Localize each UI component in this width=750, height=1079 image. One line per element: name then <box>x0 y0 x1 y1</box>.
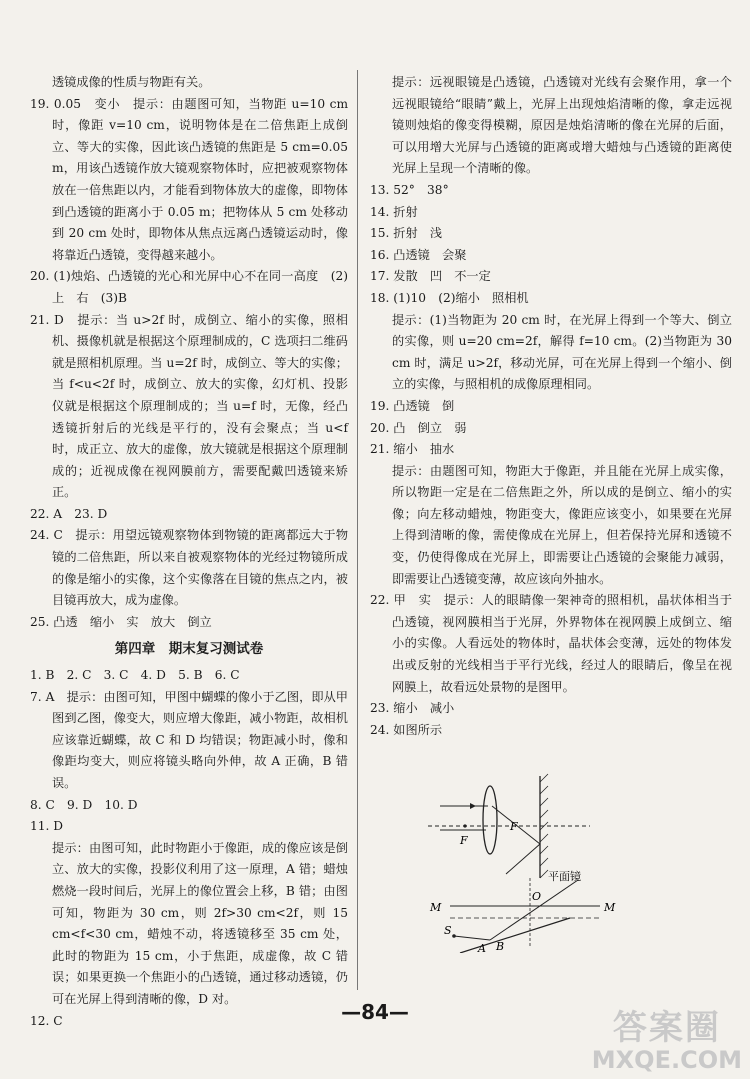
chapter-heading: 第四章 期末复习测试卷 <box>114 641 264 658</box>
answer-item <box>370 310 732 396</box>
answer-item <box>370 418 732 440</box>
watermark-logo-text: 答案圈 <box>612 1008 721 1048</box>
answer-item <box>370 202 732 224</box>
question-number: 25. <box>30 614 50 629</box>
answer-text: 发散 凹 不一定 <box>393 269 491 284</box>
optics-diagram <box>420 768 620 961</box>
question-number: 23. <box>370 701 390 716</box>
answer-text: C <box>53 1013 63 1028</box>
question-number: 20. <box>370 420 390 435</box>
answer-text: 折射 浅 <box>393 226 443 241</box>
question-number: 16. <box>370 247 390 262</box>
optics-diagram-svg <box>420 768 620 953</box>
answer-item <box>30 504 348 526</box>
answer-item <box>370 396 732 418</box>
answer-text: (1)10 (2)缩小 照相机 <box>393 290 529 305</box>
answer-text: C 提示：用望远镜观察物体到物镜的距离都远大于物镜的二倍焦距，所以来自被观察物体的光经过物镜所成的像是缩小的实像，这个实像落在目镜的焦点之内，被目镜再放大，成为虚像。 <box>52 528 349 608</box>
answer-item <box>30 72 348 94</box>
answer-text: 透镜成像的性质与物距有关。 <box>52 75 211 89</box>
answer-text: 凸 倒立 弱 <box>393 420 467 435</box>
reflected-ray <box>506 844 540 874</box>
answer-text: 提示：远视眼镜是凸透镜，凸透镜对光线有会聚作用，拿一个远视眼镜给“眼睛”戴上，光屏上出现烛焰清晰的像，拿走远视镜则烛焰的像变得模糊，原因是烛焰清晰的像在光屏的后面，可以用增大光屏与凸透镜的距离或增大蜡烛与凸透镜的距离使光屏上呈现一个清晰的像。 <box>392 75 732 176</box>
arrowhead <box>470 803 476 809</box>
answer-text: 凸透镜 倒 <box>393 398 455 413</box>
point-S <box>452 934 456 938</box>
answer-item <box>30 838 348 1011</box>
convex-lens <box>483 786 497 854</box>
answer-item <box>30 612 348 634</box>
answer-text: 0.05 变小 提示：由题图可知，当物距 u=10 cm 时，像距 v=10 cm，说明物体是在二倍焦距上成倒立、等大的实像，因此该凸透镜的焦距是 5 cm=0.05 m，用该凸透镜作放大镜观察物体时，应把被观察物体放在一倍焦距以内，才能看到物体放大的虚像，即物体到凸透镜的距离小于 0.05 m；把物体从 5 cm 处移动到 20 cm 处时，即物体从焦点远离凸透镜运动时，像将靠近凸透镜，变得越来越小。 <box>52 96 349 262</box>
column-divider <box>357 70 358 990</box>
page-number: —84— <box>341 1000 409 1024</box>
answer-item <box>370 266 732 288</box>
answer-item <box>370 223 732 245</box>
question-number: 21. <box>370 442 390 457</box>
question-number: 17. <box>370 269 390 284</box>
answer-text: 8. C 9. D 10. D <box>30 797 138 812</box>
label-A: A <box>478 942 486 953</box>
answer-text: 缩小 抽水 <box>393 442 455 457</box>
answer-item <box>370 720 732 742</box>
answer-item <box>370 288 732 310</box>
answer-text: 折射 <box>393 204 418 219</box>
question-number: 21. <box>30 312 50 327</box>
answer-text: A 提示：由图可知，甲图中蝴蝶的像小于乙图，即从甲图到乙图，像变大，则应增大像距，减小物距，故相机应该靠近蝴蝶，故 C 和 D 均错误；物距减小时，像和像距均变大，则应将镜头略向外伸，故 A 正确，B 错误。 <box>45 689 348 790</box>
answer-text: (1)烛焰、凸透镜的光心和光屏中心不在同一高度 (2)上 右 (3)B <box>52 269 348 305</box>
watermark <box>592 1009 742 1073</box>
answer-item <box>370 72 732 180</box>
question-number: 12. <box>30 1013 50 1028</box>
mirror-label: 平面镜 <box>548 870 581 883</box>
answer-item <box>30 665 348 687</box>
question-number: 18. <box>370 290 390 305</box>
question-number: 7. <box>30 689 42 704</box>
right-column <box>370 72 732 741</box>
question-number: 19. <box>30 96 50 111</box>
answer-item <box>370 439 732 461</box>
label-B: B <box>496 940 505 953</box>
label-F-left: F <box>460 834 468 847</box>
question-number: 14. <box>370 204 390 219</box>
answer-item <box>30 687 348 795</box>
answer-item <box>370 698 732 720</box>
question-number: 19. <box>370 398 390 413</box>
answer-text: A 23. D <box>53 506 108 521</box>
answer-text: 凸透镜 会聚 <box>393 247 467 262</box>
light-ray-2 <box>454 936 490 940</box>
answer-item <box>30 310 348 504</box>
label-M-left: M <box>430 901 442 914</box>
question-number: 13. <box>370 182 390 197</box>
question-number: 22. <box>370 593 390 608</box>
question-number: 15. <box>370 226 390 241</box>
answer-text: 提示：(1)当物距为 20 cm 时，在光屏上得到一个等大、倒立的实像，则 u=20 cm=2f，解得 f=10 cm。(2)当物距为 30 cm 时，满足 u>2f，移动光屏，可在光屏上得到一个缩小、倒立的实像，与照相机的成像原理相同。 <box>392 312 732 392</box>
answer-text: 甲 实 提示：人的眼睛像一架神奇的照相机，晶状体相当于凸透镜，视网膜相当于光屏，外界物体在视网膜上成倒立、缩小的实像。人看远处的物体时，晶状体会变薄，远处的物体发出或反射的光线相当于平行光线，经过人的眼睛后，像呈在视网膜上，故看远处景物的是图甲。 <box>392 593 733 694</box>
answer-text: 52° 38° <box>393 182 449 197</box>
answer-item <box>30 795 348 817</box>
question-number: 22. <box>30 506 50 521</box>
answer-item <box>30 266 348 309</box>
answer-text: 凸透 缩小 实 放大 倒立 <box>53 614 212 629</box>
answer-text: D 提示：当 u>2f 时，成倒立、缩小的实像，照相机、摄像机就是根据这个原理制成的，C 选项扫二维码就是照相机原理。当 u=2f 时，成倒立、等大的实像；当 f<u<2f 时，成倒立、放大的实像，幻灯机、投影仪就是根据这个原理制成的；当 u=f 时，无像，经凸透镜折射后的光线是平行的，没有会聚点；当 u<f 时，成正立、放大的虚像，放大镜就是根据这个原理制成的；近视成像在视网膜前方，需要配戴凹透镜来矫正。 <box>52 312 348 500</box>
focus-point-left <box>463 824 466 827</box>
question-number: 20. <box>30 269 50 284</box>
answer-text: 提示：由图可知，此时物距小于像距，成的像应该是倒立、放大的实像，投影仪利用了这一原理，A 错；蜡烛燃烧一段时间后，光屏上的像位置会上移，B 错；由图可知，物距为 30 cm，则 2f>30 cm<2f，则 15 cm<f<30 cm，蜡烛不动，将透镜移至 35 cm 处，此时的物距为 15 cm，小于焦距，成虚像，故 C 错误；如果更换一个焦距小的凸透镜，通过移动透镜，仍可在光屏上得到清晰的像，D 对。 <box>52 840 348 1006</box>
left-column <box>30 72 348 1032</box>
label-O: O <box>532 890 542 903</box>
answer-item <box>370 461 732 591</box>
label-F-right: F <box>510 820 518 833</box>
answer-text: 1. B 2. C 3. C 4. D 5. B 6. C <box>30 668 240 683</box>
question-number: 24. <box>370 722 390 737</box>
answer-item <box>30 816 348 838</box>
question-number: 24. <box>30 528 50 543</box>
answer-item <box>30 525 348 611</box>
answer-item <box>370 245 732 267</box>
label-M-right: M <box>604 901 616 914</box>
answer-text: D <box>53 819 64 834</box>
light-ray <box>490 880 578 940</box>
label-S: S <box>444 924 452 937</box>
answer-item <box>370 180 732 202</box>
watermark-url: MXQE.COM <box>591 1046 742 1074</box>
answer-item <box>30 94 348 267</box>
answer-text: 缩小 减小 <box>393 701 455 716</box>
answer-text: 提示：由题图可知，物距大于像距，并且能在光屏上成实像，所以物距一定是在二倍焦距之外，所以成的是倒立、缩小的实像；向左移动蜡烛，物距变大，像距应该变小，如果要在光屏上得到清晰的像，需使像成在光屏上，但若保持光屏和透镜不变，仍使得像成在光屏上，即需要让凸透镜的会聚能力减弱，即需要让凸透镜变薄，故应该向外抽水。 <box>392 463 732 586</box>
answer-item <box>370 590 732 698</box>
question-number: 11. <box>30 819 50 834</box>
answer-text: 如图所示 <box>393 722 443 737</box>
